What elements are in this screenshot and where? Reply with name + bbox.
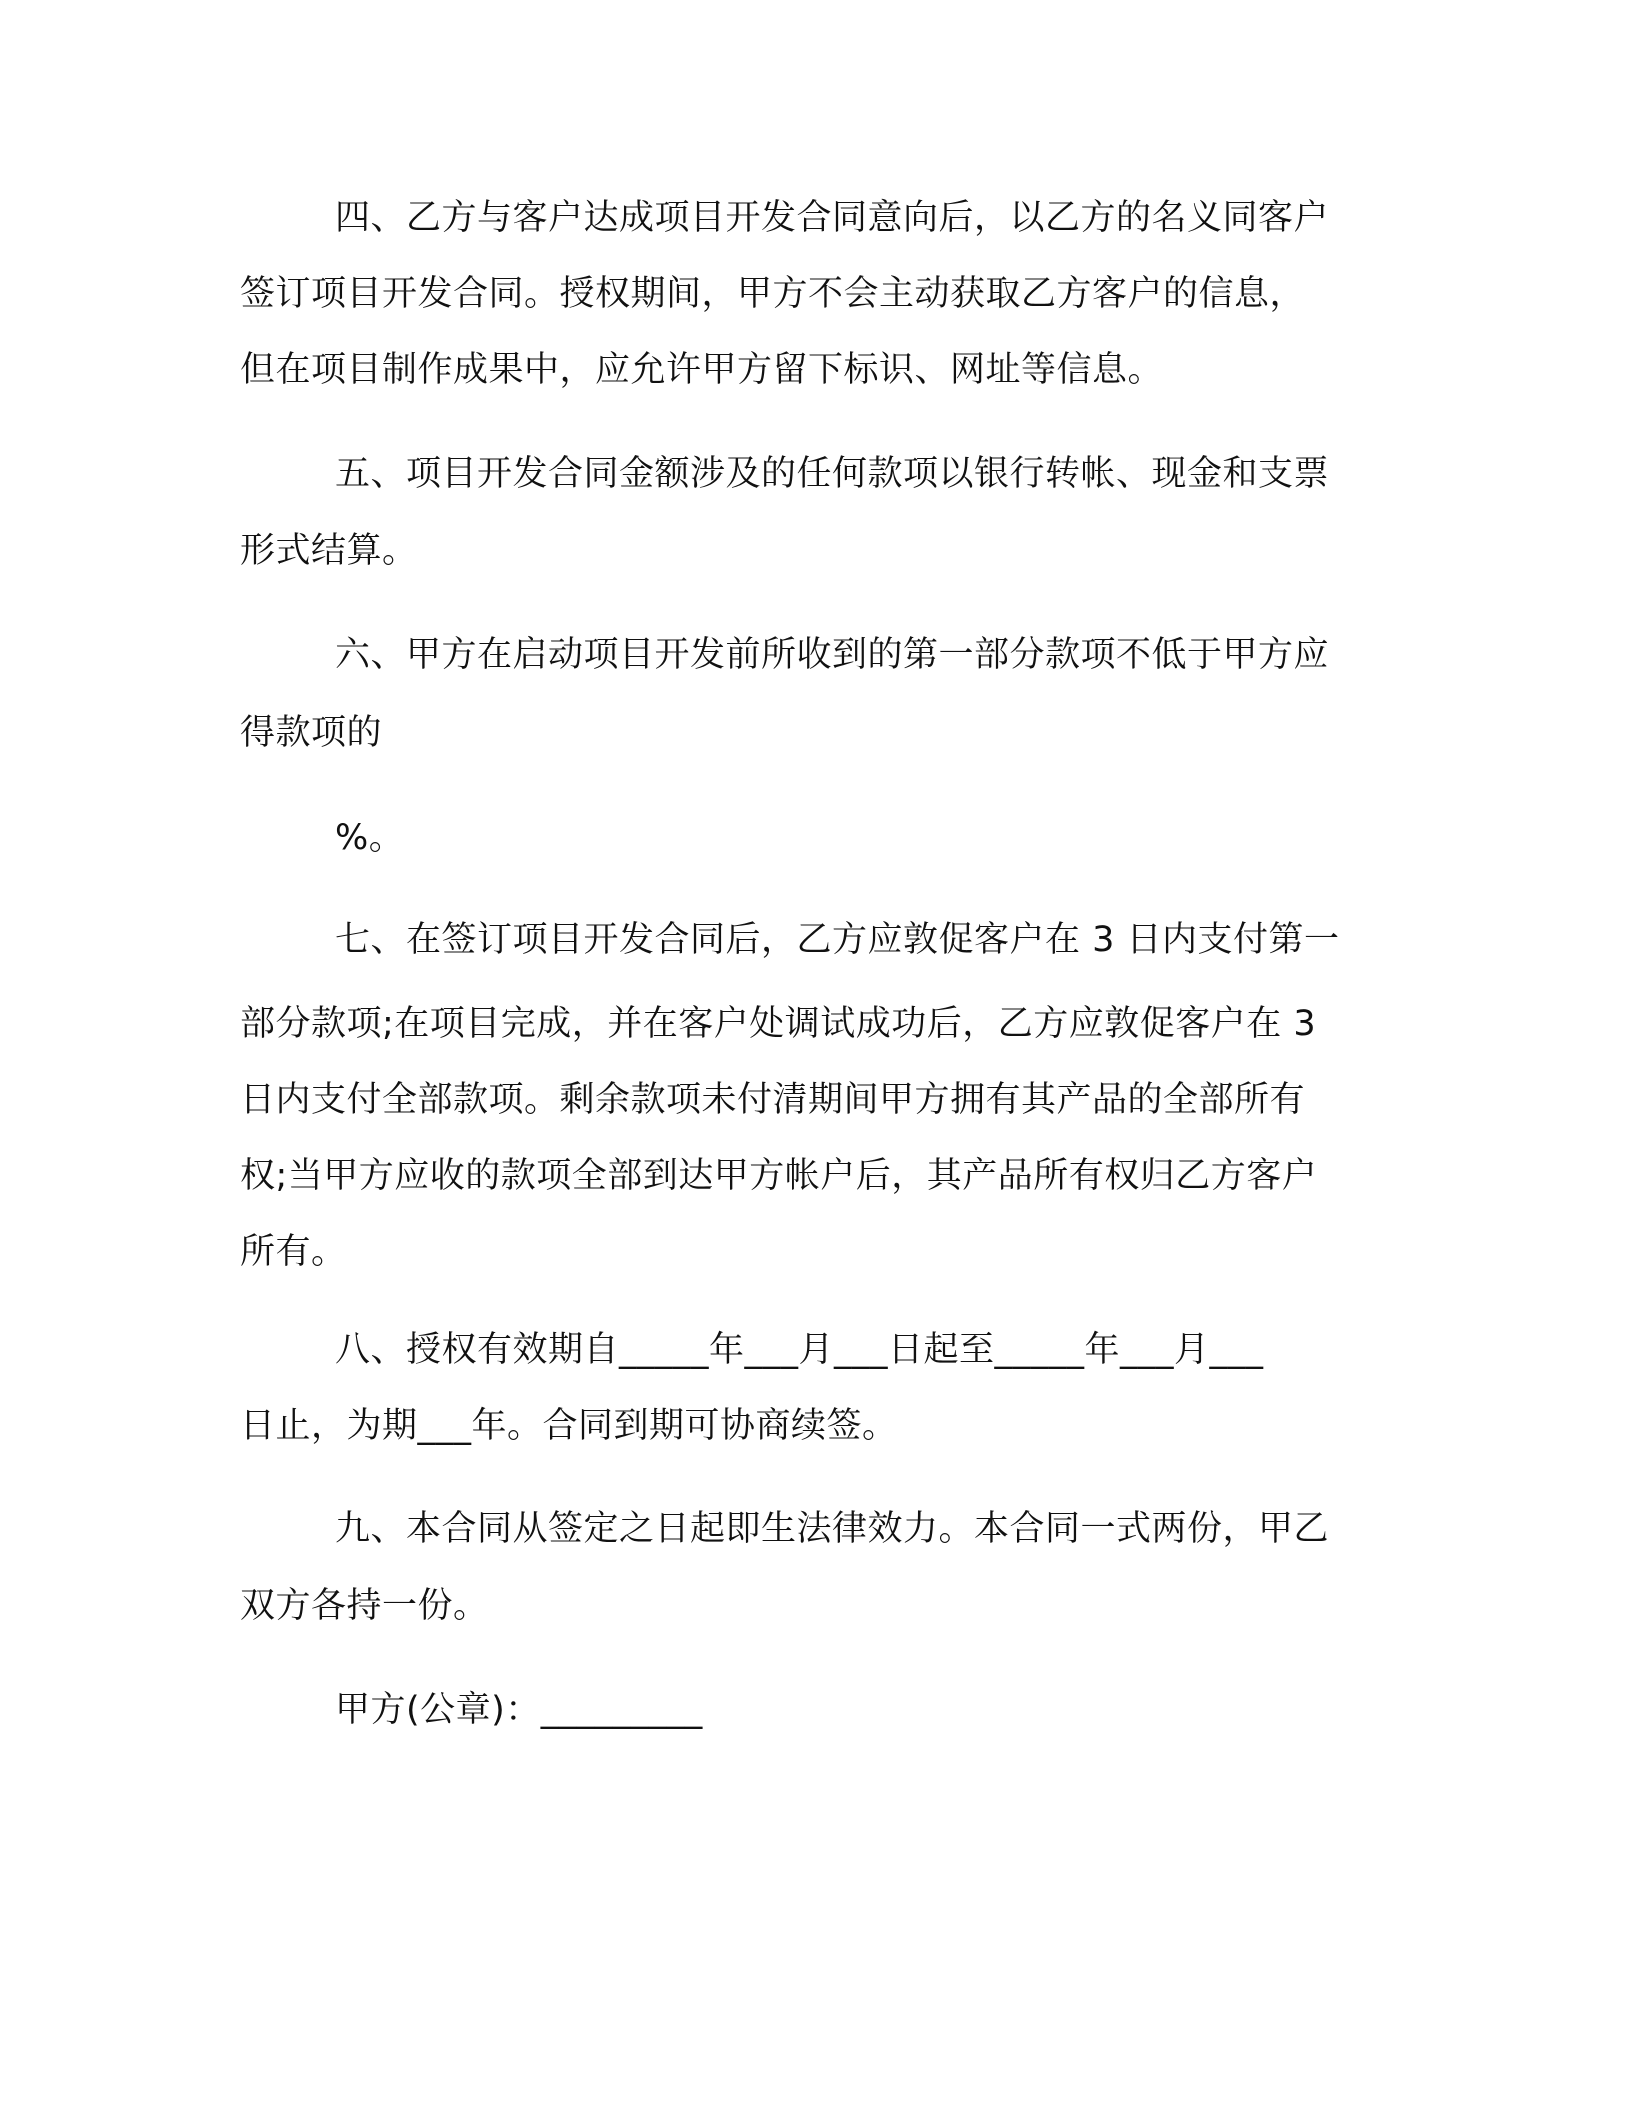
clause-5-line-2: 形式结算。 — [240, 531, 418, 571]
clause-6-line-1: 六、甲方在启动项目开发前所收到的第一部分款项不低于甲方应 — [335, 635, 1330, 675]
signature-party-a: 甲方(公章)：_________ — [335, 1690, 703, 1730]
clause-9-line-2: 双方各持一份。 — [240, 1586, 489, 1626]
clause-6-line-2: 得款项的 — [240, 713, 383, 753]
clause-4-line-1: 四、乙方与客户达成项目开发合同意向后，以乙方的名义同客户 — [335, 198, 1330, 238]
clause-8-line-2: 日止，为期___年。合同到期可协商续签。 — [240, 1406, 898, 1446]
clause-7-line-5: 所有。 — [240, 1232, 347, 1272]
clause-7-line-2: 部分款项;在项目完成，并在客户处调试成功后，乙方应敦促客户在 3 — [240, 1004, 1317, 1044]
clause-7-line-4: 权;当甲方应收的款项全部到达甲方帐户后，其产品所有权归乙方客户 — [240, 1156, 1318, 1196]
clause-6-line-3: %。 — [335, 818, 405, 858]
clause-5-line-1: 五、项目开发合同金额涉及的任何款项以银行转帐、现金和支票 — [335, 454, 1330, 494]
clause-9-line-1: 九、本合同从签定之日起即生法律效力。本合同一式两份，甲乙 — [335, 1509, 1330, 1549]
clause-7-line-1: 七、在签订项目开发合同后，乙方应敦促客户在 3 日内支付第一 — [335, 920, 1340, 960]
clause-8-line-1: 八、授权有效期自_____年___月___日起至_____年___月___ — [335, 1330, 1264, 1370]
clause-4-line-3: 但在项目制作成果中，应允许甲方留下标识、网址等信息。 — [240, 350, 1164, 390]
clause-7-line-3: 日内支付全部款项。剩余款项未付清期间甲方拥有其产品的全部所有 — [240, 1080, 1306, 1120]
clause-4-line-2: 签订项目开发合同。授权期间，甲方不会主动获取乙方客户的信息， — [240, 274, 1306, 314]
